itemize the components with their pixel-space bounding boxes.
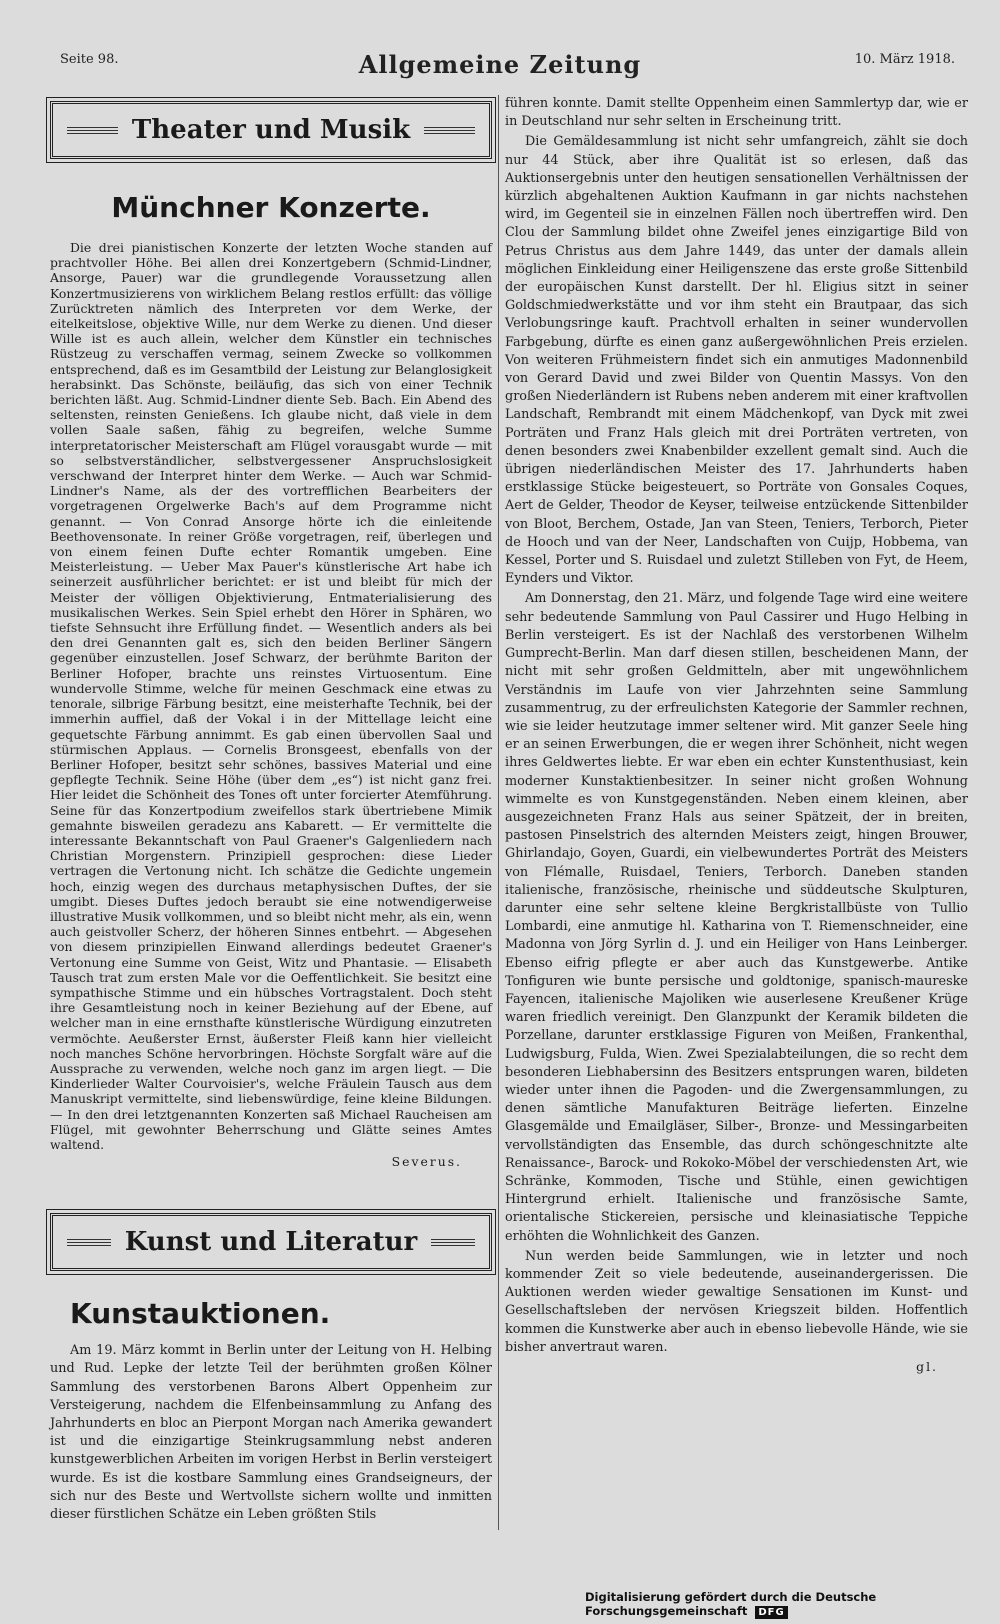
article-paragraph: Am 19. März kommt in Berlin unter der Leitung von H. Helbing und Rud. Lepke der letzte Teil der berühmten großen Kölner Sammlung des verstorbenen Barons Albert Oppenheim zur Versteigerung, nachdem die Elfenbeinsammlung zu Anfang des Jahrhunderts en bloc an Pierpont Morgan nach Amerika gewandert ist und die einzigartige Steinkrugsammlung nebst anderen kunstgewerblichen Arbeiten im vorigen Herbst in Berlin versteigert wurde. Es ist die kostbare Sammlung eines Grandseigneurs, der sich nur des Beste und Wertvollste sichern wollte und inmitten dieser fürstlichen Schätze ein Leben größten Stils bbox=[50, 1343, 492, 1523]
article-paragraph: Die Gemäldesammlung ist nicht sehr umfangreich, zählt sie doch nur 44 Stück, aber ihre Qualität ist so erlesen, daß das Auktionsergebnis unter den heutigen sensationellen Verhältnissen der kürzlich abgehaltenen Auktion Kaufmann in gar nichts nachstehen wird, im Gegenteil sie in einzelnen Fällen noch übertreffen wird. Den Clou der Sammlung bildet ohne Zweifel jenes einzigartige Bild von Petrus Christus aus dem Jahre 1449, das unter der damals allein möglichen Einkleidung einer Heiligenszene das erste große Sittenbild der europäischen Kunst darstellt. Der hl. Eligius sitzt in seiner Goldschmiedwerkstätte und vor ihm steht ein Brautpaar, das sich Verlobungsringe kauft. Prachtvoll erhalten in seiner wundervollen Farbgebung, dürfte es einen ganz außergewöhnlichen Preis erzielen. Von weiteren Frühmeistern findet sich ein anmutiges Madonnenbild von Gerard David und zwei Bilder von Quentin Massys. Von den großen Niederländern ist Rubens neben anderem mit einer kraftvollen Landschaft, Rembrandt mit einem Mädchenkopf, van Dyck mit zwei Porträten und Franz Hals gleich mit drei Porträten vertreten, von denen besonders zwei Knabenbilder exzellent gemalt sind. Auch die übrigen niederländischen Meister des 17. Jahrhunderts haben erstklassige Stücke beigesteuert, so Porträte von Gonsales Coques, Aert de Gelder, Theodor de Keyser, teilweise entzückende Sittenbilder von Bloot, Berchem, Ostade, Jan van Steen, Teniers, Terborch, Pieter de Hooch und van der Neer, Landschaften von Cuijp, Hobbema, van Kessel, Porter und S. Ruisdael und zuletzt Stilleben von Fyt, de Heem, Eynders und Viktor. bbox=[505, 134, 968, 587]
banner-rule-left bbox=[67, 126, 118, 134]
dfg-logo: DFG bbox=[755, 1606, 787, 1619]
left-column bbox=[50, 95, 492, 1526]
page-number: Seite 98. bbox=[60, 52, 119, 67]
article-body-auktionen-right bbox=[505, 95, 968, 1357]
credit-text: Digitalisierung gefördert durch die Deutsche Forschungsgemeinschaft bbox=[585, 1590, 877, 1618]
article-signature: gl. bbox=[916, 1359, 938, 1375]
banner-rule-right bbox=[431, 1238, 475, 1246]
article-paragraph: führen konnte. Damit stellte Oppenheim einen Sammlertyp dar, wie er in Deutschland nur sehr selten in Erscheinung tritt. bbox=[505, 96, 968, 130]
article-body-konzerte bbox=[50, 240, 492, 1152]
digitization-credit bbox=[585, 1590, 1000, 1619]
section-banner-title: Kunst und Literatur bbox=[124, 1227, 418, 1258]
column-divider bbox=[498, 95, 499, 1530]
article-signature: Severus. bbox=[391, 1154, 462, 1170]
section-banner-theater bbox=[50, 101, 492, 159]
article-paragraph: Am Donnerstag, den 21. März, und folgende Tage wird eine weitere sehr bedeutende Sammlung von Paul Cassirer und Hugo Helbing in Berlin versteigert. Es ist der Nachlaß des verstorbenen Wilhelm Gumprecht-Berlin. Man darf diesen stillen, bescheidenen Mann, der nicht mit sehr großen Geldmitteln, aber mit ungewöhnlichem Verständnis im Laufe von vier Jahrzehnten seine Sammlung zusammentrug, zu der erfreulichsten Kategorie der Sammler rechnen, wie sie leider heutzutage immer seltener wird. Mit ganzer Seele hing er an seinen Erwerbungen, die er wegen ihrer Schönheit, nicht wegen ihres Geldwertes liebte. Er war eben ein echter Kunstenthusiast, kein moderner Kunstaktienbesitzer. In seiner nicht großen Wohnung wimmelte es von Kunstgegenständen. Neben einem kleinen, aber ausgezeichneten Franz Hals aus seiner Spätzeit, der in breiten, pastosen Pinselstrich des alternden Meisters zeigt, hingen Brouwer, Ghirlandajo, Goyen, Guardi, ein vielbewundertes Porträt des Meisters von Flémalle, Ruisdael, Teniers, Terborch. Daneben standen italienische, französische, rheinische und süddeutsche Skulpturen, darunter eine sehr seltene kleine Bergkristallbüste von Tullio Lombardi, eine anmutige hl. Katharina von T. Riemenschneider, eine Madonna von Jörg Syrlin d. J. und ein Heiliger von Hans Leinberger. Ebenso eifrig pflegte er aber auch das Kunstgewerbe. Antike Tonfiguren wie bunte persische und goldtonige, spanisch-maureske Fayencen, italienische Majoliken wie auserlesene Kreußener Krüge waren friedlich vereinigt. Den Glanzpunkt der Keramik bildeten die Porzellane, darunter erstklassige Figuren von Meißen, Frankenthal, Ludwigsburg, Fulda, Wien. Zwei Spezialabteilungen, die so recht dem besonderen Liebhabersinn des Besitzers entsprungen waren, bildeten wieder unter ihnen die Pagoden- und die Zwergensammlungen, zu denen sämtliche Manufakturen Beiträge lieferten. Einzelne Glasgemälde und Emailgläser, Silber-, Bronze- und Messingarbeiten vervollständigten das Ensemble, das durch schöngeschnitzte alte Renaissance-, Barock- und Rokoko-Möbel der verschiedensten Art, wie Schränke, Kommoden, Tische und Stühle, einen gewichtigen Hintergrund erhielt. Italienische und französische Samte, orientalische Stickereien, persische und kleinasiatische Teppiche erhöhten die Wohnlichkeit des Ganzen. bbox=[505, 591, 968, 1244]
issue-date: 10. März 1918. bbox=[854, 52, 955, 67]
article-title-konzerte: Münchner Konzerte. bbox=[111, 191, 431, 224]
right-column bbox=[505, 95, 968, 1374]
banner-rule-right bbox=[424, 126, 475, 134]
article-body-auktionen-left bbox=[50, 1342, 492, 1524]
article-paragraph: Nun werden beide Sammlungen, wie in letzter und noch kommender Zeit so viele bedeutende, auseinandergerissen. Die Auktionen werden wieder gewaltige Sensationen im Kunst- und Gesellschaftsleben der nervösen Kriegszeit bilden. Hoffentlich kommen die Kunstwerke aber auch in ebenso liebevolle Hände, wie sie bisher anvertraut waren. bbox=[505, 1248, 968, 1355]
masthead: Allgemeine Zeitung bbox=[358, 50, 642, 79]
section-banner-kunst bbox=[50, 1213, 492, 1271]
section-banner-title: Theater und Musik bbox=[131, 115, 411, 145]
banner-rule-left bbox=[67, 1238, 111, 1246]
article-paragraph: Die drei pianistischen Konzerte der letzten Woche standen auf prachtvoller Höhe. Bei allen drei Konzertgebern (Schmid-Lindner, Ansorge, Pauer) war die grundlegende Voraussetzung allen Konzertmusizierens von wirklichem Belang restlos erfüllt: das völlige Zurücktreten nämlich des Interpreten vor dem Werke, der eitelkeitslose, objektive Wille, nur dem Werke zu dienen. Und dieser Wille ist es auch allein, welcher dem Künstler ein technisches Rüstzeug zu verschaffen vermag, seinem Zwecke so vollkommen entsprechend, daß es im Gesamtbild der Leistung zur Belanglosigkeit herabsinkt. Das Schönste, beiläufig, das sich von einer Technik berichten läßt. Aug. Schmid-Lindner diente Seb. Bach. Ein Abend des seltensten, reinsten Genießens. Ich glaube nicht, daß viele in dem vollen Saale saßen, fähig zu begreifen, welche Summe interpretatorischer Meisterschaft am Flügel vorausgabt wurde — mit so selbstverständlicher, selbstvergessener Anspruchslosigkeit verschwand der Interpret hinter dem Werke. — Auch war Schmid-Lindner's Name, als der des vortrefflichen Bearbeiters der vorgetragenen Orgelwerke Bach's auf dem Programme nicht genannt. — Von Conrad Ansorge hörte ich die einleitende Beethovensonate. In reiner Größe vorgetragen, reif, überlegen und von einem feinen Dufte echter Romantik umgeben. Eine Meisterleistung. — Ueber Max Pauer's künstlerische Art habe ich seinerzeit ausführlicher berichtet: er ist und bleibt für mich der Meister der völligen Objektivierung, Entmaterialisierung des musikalischen Werkes. Sein Spiel erhebt den Hörer in Sphären, wo tiefste Sehnsucht ihre Erfüllung findet. — Wesentlich anders als bei den drei Genannten galt es, sich den beiden Berliner Sängern gegenüber einzustellen. Josef Schwarz, der berühmte Bariton der Berliner Hofoper, brachte uns reinstes Virtuosentum. Eine wundervolle Stimme, welche für meinen Geschmack eine etwas zu tenorale, silbrige Färbung besitzt, eine meisterhafte Technik, bei der immerhin auffiel, daß der Vokal i in der Mittellage leicht eine gequetschte Färbung annimmt. Es gab einen übervollen Saal und stürmischen Applaus. — Cornelis Bronsgeest, ebenfalls von der Berliner Hofoper, besitzt sehr schönes, bassives Material und eine gepflegte Technik. Seine Höhe (über dem „es“) ist nicht ganz frei. Hier leidet die Schönheit des Tones oft unter forcierter Atemführung. Seine für das Konzertpodium zweifellos stark übertriebene Mimik gemahnte bisweilen geradezu ans Kabarett. — Er vermittelte die interessante Bekanntschaft von Paul Graener's Galgenliedern nach Christian Morgenstern. Prinzipiell gesprochen: diese Lieder vertragen die Vertonung nicht. Ich schätze die Gedichte ungemein hoch, einzig wegen des durchaus metaphysischen Duftes, der sie umgibt. Dieses Duftes jedoch beraubt sie eine notwendigerweise illustrative Musik vollkommen, und so bleibt nicht mehr, als ein, wenn auch geistvoller Scherz, der höheren Sinnes entbehrt. — Abgesehen von diesem prinzipiellen Einwand allerdings bedeutet Graener's Vertonung eine Summe von Geist, Witz und Phantasie. — Elisabeth Tausch trat zum ersten Male vor die Oeffentlichkeit. Sie besitzt eine sympathische Stimme und ein hübsches Vortragstalent. Doch steht ihre Gesamtleistung noch in keiner Beziehung auf der Ebene, auf welcher man in eine ernsthafte künstlerische Würdigung einzutreten vermöchte. Aeußerster Ernst, äußerster Fleiß kann hier vielleicht noch manches Schöne hervorbringen. Höchste Sorgfalt wäre auf die Aussprache zu verwenden, welche noch ganz im argen liegt. — Die Kinderlieder Walter Courvoisier's, welche Fräulein Tausch aus dem Manuskript vermittelte, sind liebenswürdige, feine kleine Bildungen. — In den drei letztgenannten Konzerten saß Michael Raucheisen am Flügel, mit gewohnter Beherrschung und Glätte seines Amtes waltend. bbox=[50, 240, 492, 1152]
article-title-auktionen: Kunstauktionen. bbox=[70, 1297, 331, 1331]
